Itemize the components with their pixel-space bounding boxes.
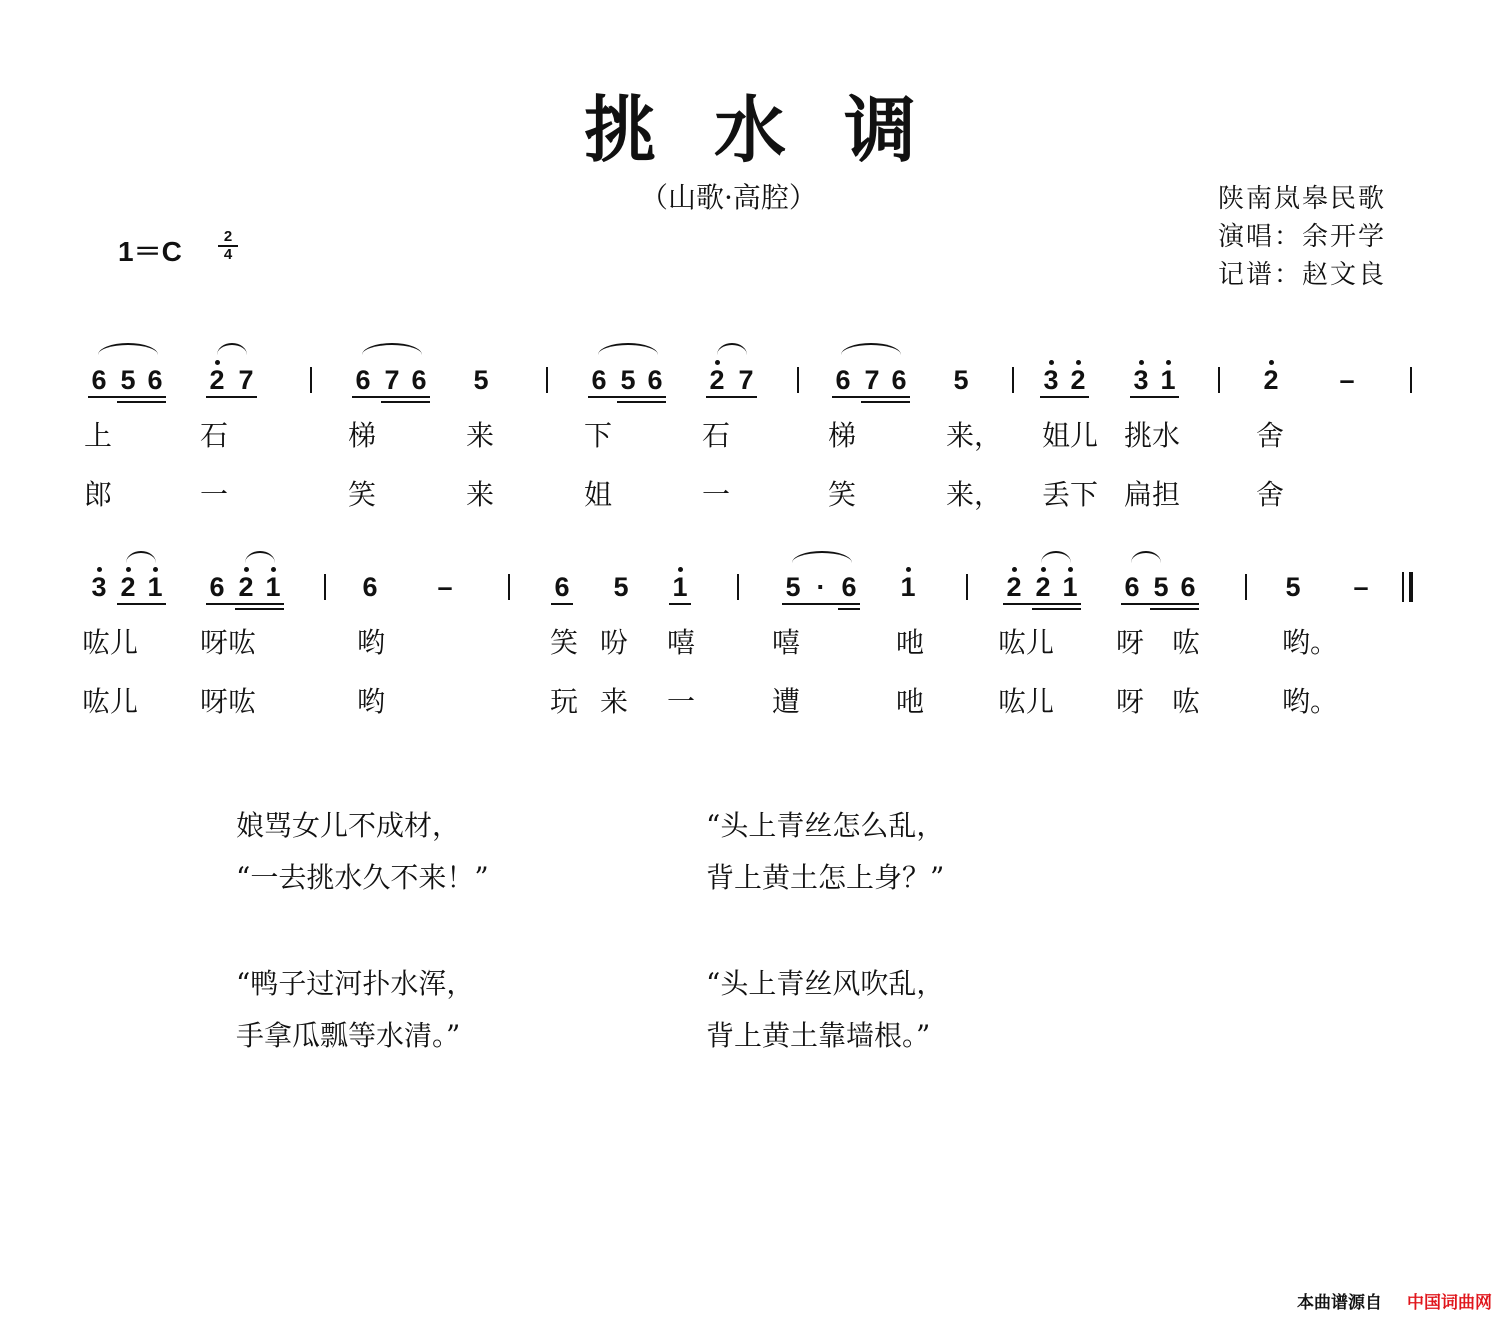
octave-dot: [1041, 567, 1046, 572]
note: 6: [362, 572, 378, 602]
note: 6: [1180, 572, 1196, 602]
octave-dot: [678, 567, 683, 572]
credit-singer: 演唱：余开学: [1218, 222, 1387, 252]
lyric: 吔: [896, 626, 925, 659]
note-dash: –: [437, 572, 453, 602]
note: 5: [620, 365, 636, 395]
lyric: 哟。: [1282, 626, 1339, 659]
time-top: 2: [223, 228, 233, 245]
note: 6: [647, 365, 663, 395]
credit-origin: 陕南岚皋民歌: [1218, 184, 1387, 214]
verse-line: 手拿瓜瓢等水清。”: [236, 1019, 461, 1052]
note: 5: [473, 365, 489, 395]
note: 6: [209, 572, 225, 602]
lyric: 来，: [946, 478, 1003, 511]
lyric: 笑: [828, 478, 857, 511]
note: 5: [953, 365, 969, 395]
beam: [206, 603, 284, 605]
lyric: 石: [200, 419, 229, 452]
note: 7: [864, 365, 880, 395]
note: 1: [672, 572, 688, 602]
note: 6: [835, 365, 851, 395]
time-bottom: 4: [223, 246, 233, 263]
slur: [1041, 551, 1071, 563]
lyric: 来: [600, 685, 629, 718]
barline: [1245, 574, 1247, 600]
final-barline: [1409, 572, 1413, 602]
octave-dot: [1068, 567, 1073, 572]
note: 5: [120, 365, 136, 395]
barline: [966, 574, 968, 600]
note-dash: –: [1353, 572, 1369, 602]
note: 2: [1263, 365, 1279, 395]
beam: [1150, 608, 1199, 610]
note: 2: [1035, 572, 1051, 602]
barline: [737, 574, 739, 600]
footer-source-label: 本曲谱源自: [1297, 1293, 1382, 1312]
lyric: 呀吰: [200, 626, 257, 659]
lyric: 呀: [1116, 685, 1145, 718]
beam: [1032, 608, 1081, 610]
lyric: 姐儿: [1042, 419, 1099, 452]
lyric: 笑: [550, 626, 579, 659]
note-dot: ·: [816, 572, 826, 602]
verse-line: “鸭子过河扑水浑，: [236, 967, 475, 1000]
note: 6: [554, 572, 570, 602]
lyric: 吔: [896, 685, 925, 718]
lyric: 石: [702, 419, 731, 452]
lyric: 舍: [1256, 478, 1285, 511]
lyric: 吰儿: [998, 685, 1055, 718]
lyric: 吰儿: [82, 626, 139, 659]
lyric: 郎: [84, 478, 113, 511]
note: 2: [1070, 365, 1086, 395]
verse-line: 背上黄土靠墙根。”: [706, 1019, 931, 1052]
lyric: 遭: [772, 685, 801, 718]
verse-line: “头上青丝怎么乱，: [706, 809, 945, 842]
note: 6: [841, 572, 857, 602]
beam: [838, 608, 860, 610]
lyric: 哟: [357, 685, 386, 718]
octave-dot: [153, 567, 158, 572]
note: 3: [91, 572, 107, 602]
lyric: 嘻: [772, 626, 801, 659]
note: 6: [411, 365, 427, 395]
lyric: 梯: [348, 419, 377, 452]
lyric: 一: [200, 478, 229, 511]
note: 7: [384, 365, 400, 395]
note: 3: [1043, 365, 1059, 395]
barline: [324, 574, 326, 600]
lyric: 玩: [550, 685, 579, 718]
octave-dot: [244, 567, 249, 572]
slur: [126, 551, 156, 563]
note: 2: [209, 365, 225, 395]
note: 1: [1160, 365, 1176, 395]
note: 2: [1006, 572, 1022, 602]
lyric: 嘻: [667, 626, 696, 659]
note: 6: [355, 365, 371, 395]
note: 6: [91, 365, 107, 395]
note: 2: [709, 365, 725, 395]
note: 1: [900, 572, 916, 602]
note: 7: [238, 365, 254, 395]
lyric: 呀: [1116, 626, 1145, 659]
verse-line: “一去挑水久不来！”: [236, 861, 489, 894]
lyric: 舍: [1256, 419, 1285, 452]
lyric: 吩: [600, 626, 629, 659]
note: 3: [1133, 365, 1149, 395]
lyric: 哟: [357, 626, 386, 659]
octave-dot: [271, 567, 276, 572]
lyric: 吰: [1172, 685, 1201, 718]
note: 6: [1124, 572, 1140, 602]
lyric: 一: [667, 685, 696, 718]
song-subtitle: （山歌·高腔）: [640, 181, 817, 214]
credit-transcriber: 记谱：赵文良: [1218, 260, 1387, 290]
beam: [669, 603, 691, 605]
note: 7: [738, 365, 754, 395]
lyric: 来: [466, 419, 495, 452]
note: 2: [120, 572, 136, 602]
beam: [1121, 603, 1199, 605]
octave-dot: [1012, 567, 1017, 572]
lyric: 梯: [828, 419, 857, 452]
lyric: 吰儿: [998, 626, 1055, 659]
lyric: 来，: [946, 419, 1003, 452]
beam: [235, 608, 284, 610]
beam: [551, 603, 573, 605]
octave-dot: [906, 567, 911, 572]
lyric: 挑水: [1124, 419, 1181, 452]
lyric: 吰儿: [82, 685, 139, 718]
note: 5: [1153, 572, 1169, 602]
beam: [117, 603, 166, 605]
lyric: 呀吰: [200, 685, 257, 718]
note: 1: [147, 572, 163, 602]
note: 1: [1062, 572, 1078, 602]
lyric: 一: [702, 478, 731, 511]
verse-line: “头上青丝风吹乱，: [706, 967, 945, 1000]
note-dash: –: [1339, 365, 1355, 395]
note: 6: [891, 365, 907, 395]
slur: [792, 551, 852, 563]
lyric: 姐: [584, 478, 613, 511]
lyric: 来: [466, 478, 495, 511]
octave-dot: [126, 567, 131, 572]
note: 6: [147, 365, 163, 395]
octave-dot: [97, 567, 102, 572]
note: 1: [265, 572, 281, 602]
verse-line: 背上黄土怎上身？”: [706, 861, 945, 894]
lyric: 笑: [348, 478, 377, 511]
lyric: 扁担: [1124, 478, 1181, 511]
slur: [245, 551, 275, 563]
slur: [1131, 551, 1161, 563]
lyric: 哟。: [1282, 685, 1339, 718]
note: 2: [238, 572, 254, 602]
key-signature: 1＝C: [118, 236, 182, 267]
lyric: 吰: [1172, 626, 1201, 659]
note: 5: [613, 572, 629, 602]
note: 5: [785, 572, 801, 602]
beam: [1003, 603, 1081, 605]
beam: [782, 603, 860, 605]
note: 6: [591, 365, 607, 395]
footer-site-link[interactable]: 中国词曲网: [1407, 1293, 1492, 1312]
barline: [508, 574, 510, 600]
barline: [1402, 572, 1404, 602]
verse-line: 娘骂女儿不成材，: [236, 809, 461, 842]
lyric: 下: [584, 419, 613, 452]
note: 5: [1285, 572, 1301, 602]
lyric: 丢下: [1042, 478, 1099, 511]
lyric: 上: [84, 419, 113, 452]
song-title: 挑水调: [583, 87, 974, 172]
